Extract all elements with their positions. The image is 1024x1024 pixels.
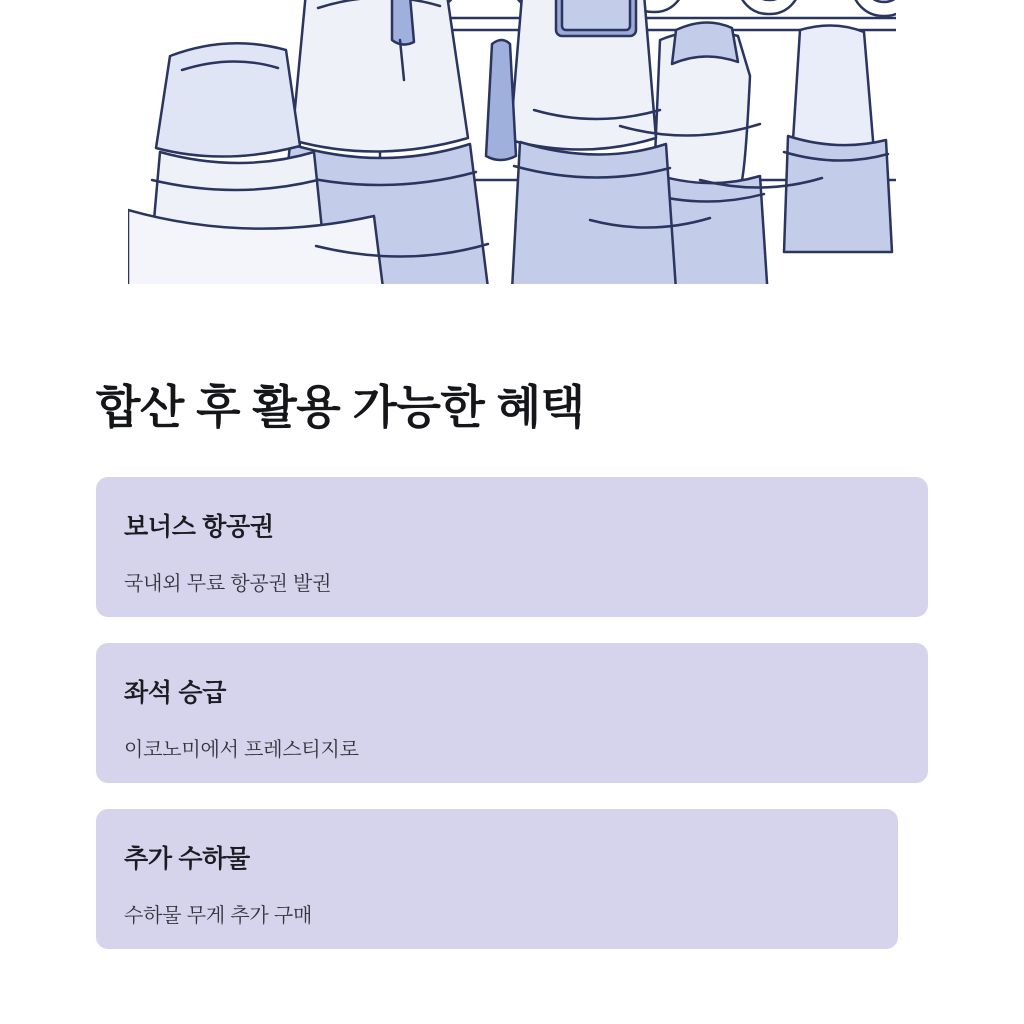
list-item[interactable] [96,477,928,617]
benefit-description: 국내외 무료 항공권 발권 [124,573,332,596]
benefit-description: 수하물 무게 추가 구매 [124,905,313,928]
airplane-cabin-seats-illustration [0,0,1024,284]
page-title: 합산 후 활용 가능한 혜택 [96,381,585,433]
benefit-title: 추가 수하물 [124,845,250,874]
benefit-description: 이코노미에서 프레스티지로 [124,739,359,762]
hero-illustration [0,0,1024,284]
list-item[interactable] [96,809,898,949]
list-item[interactable] [96,643,928,783]
benefit-title: 보너스 항공권 [124,513,274,542]
benefits-section [0,284,1024,949]
benefit-list [96,477,928,949]
benefit-title: 좌석 승급 [124,679,227,708]
